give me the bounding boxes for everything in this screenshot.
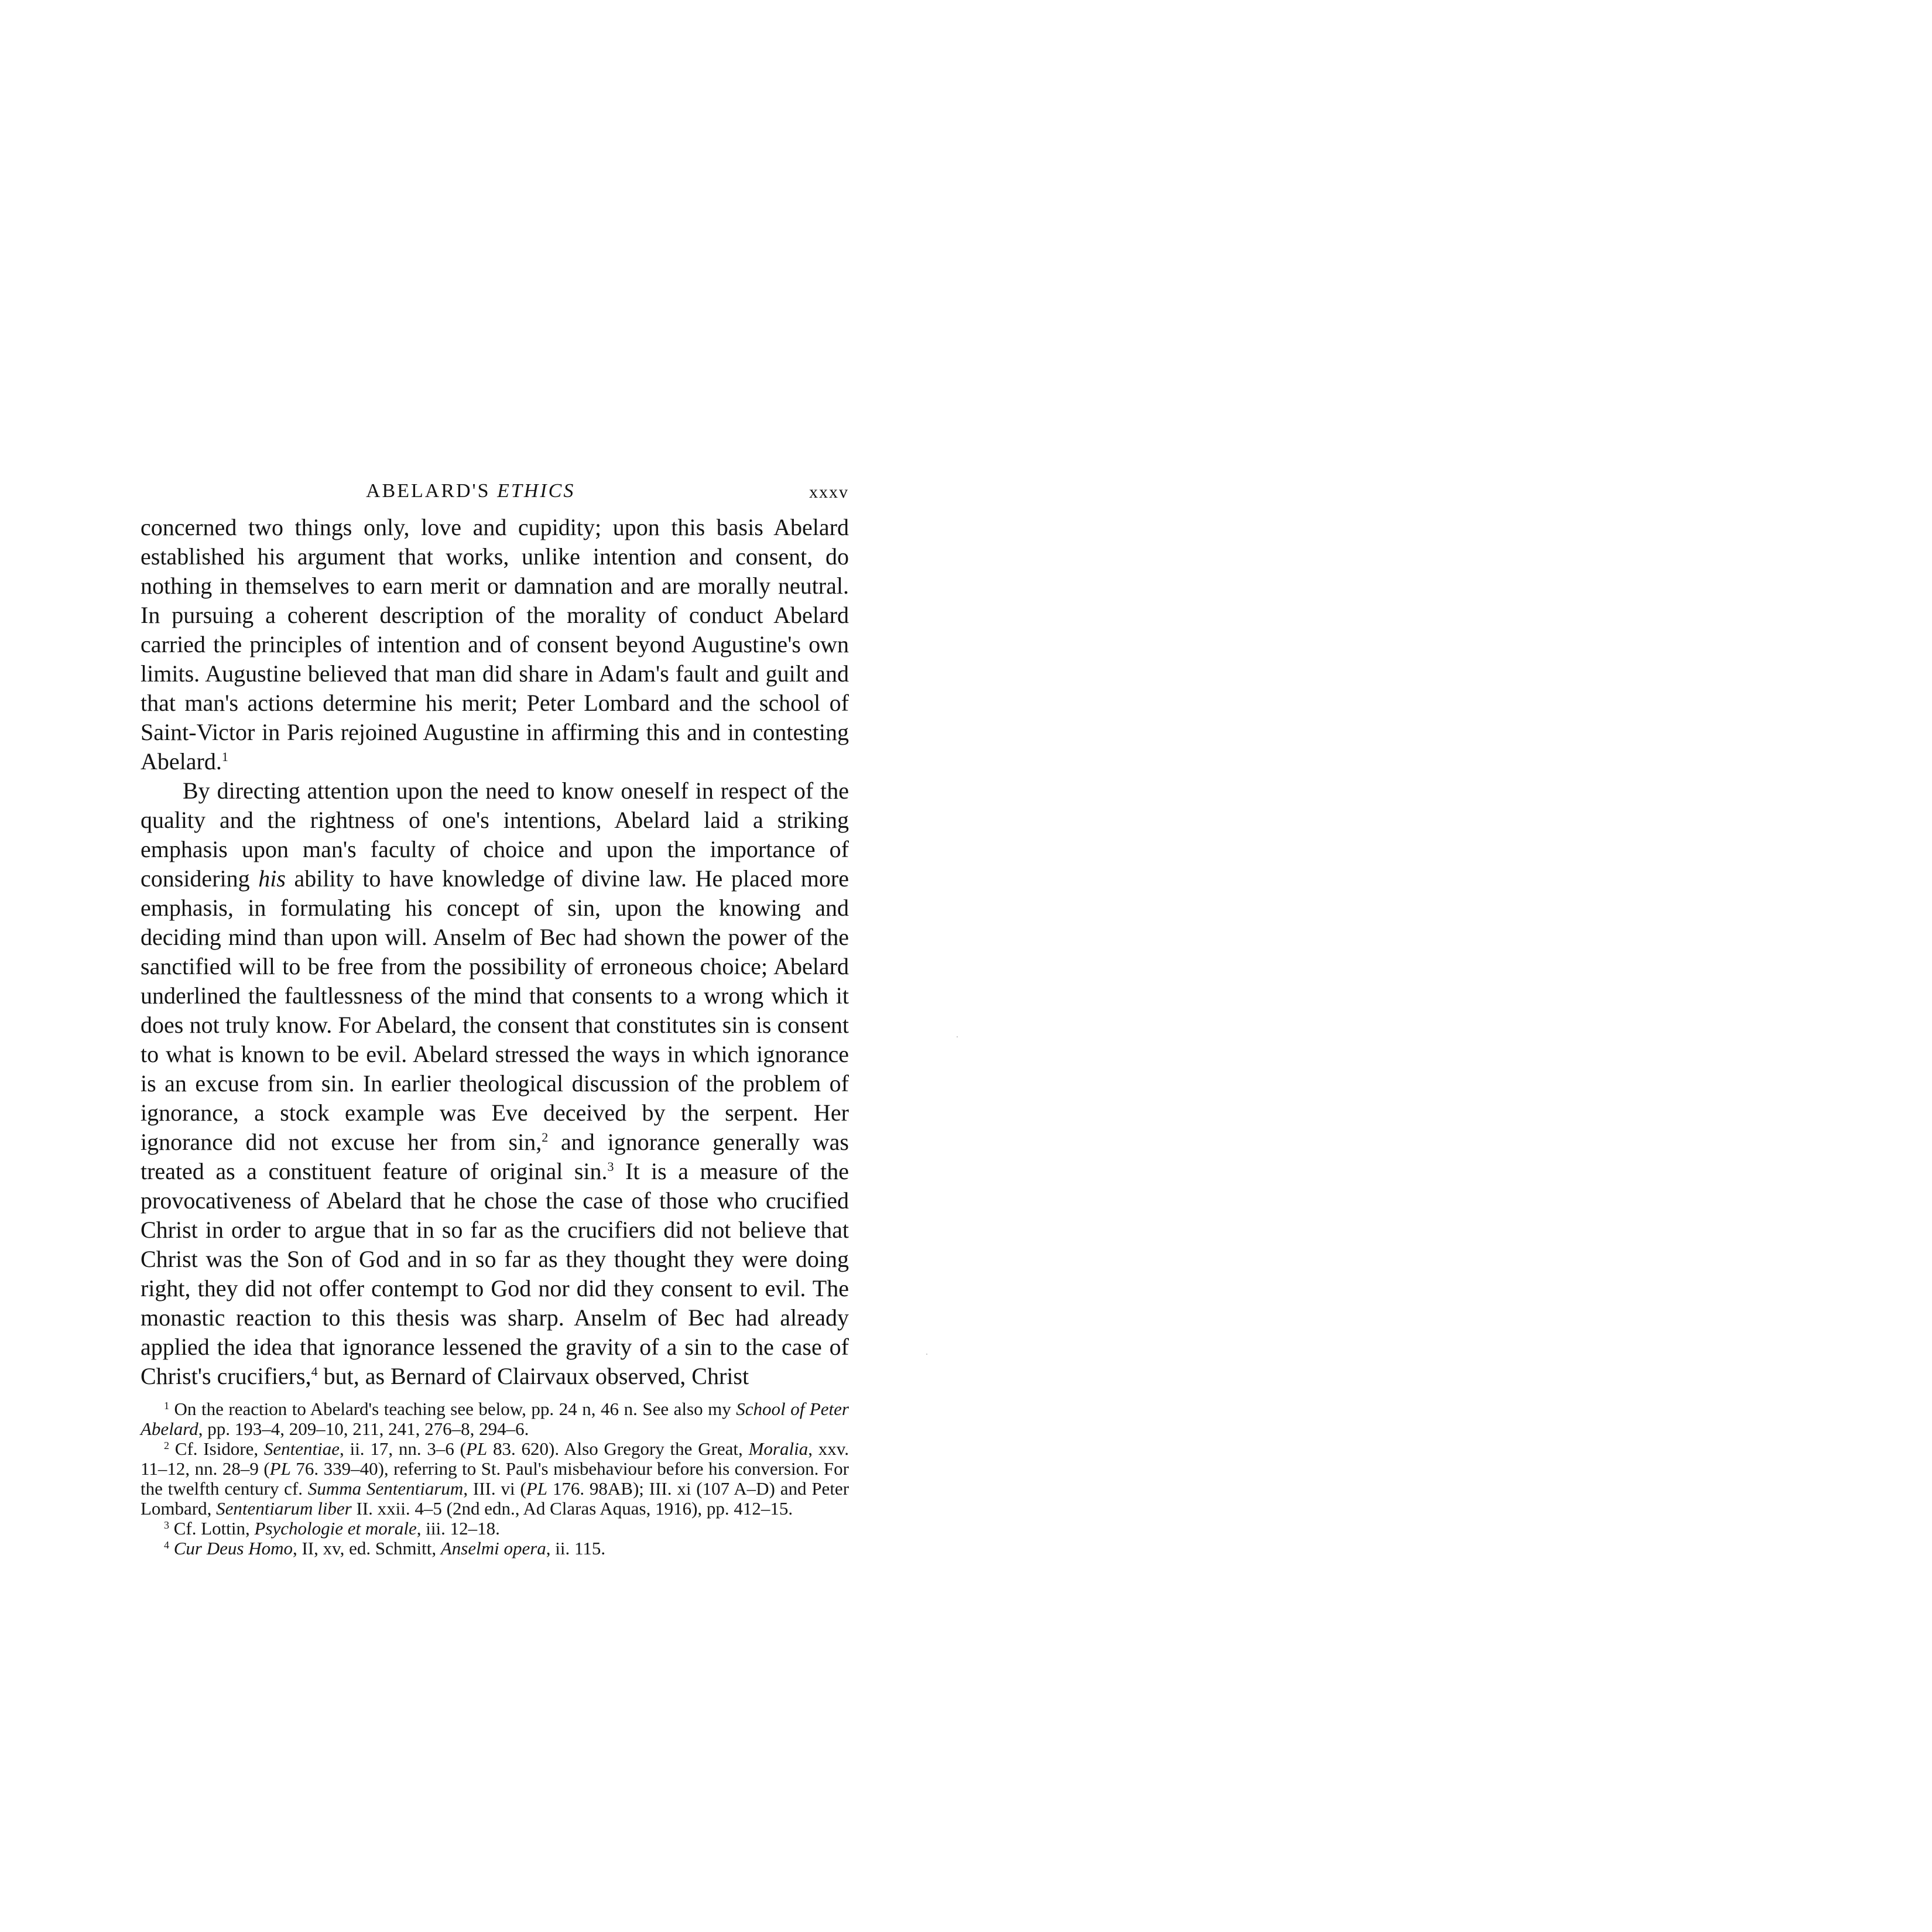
footnote-italic-text: Psychologie et morale	[254, 1518, 417, 1539]
body-footnote-marker: 4	[311, 1364, 318, 1379]
running-title-italic: ETHICS	[497, 480, 576, 502]
footnote-italic-text: School of Peter Abelard	[141, 1399, 849, 1439]
footnote-footnote-marker: 3	[164, 1519, 169, 1531]
footnote-text	[169, 1538, 174, 1558]
footnote-italic-text: Cur Deus Homo	[173, 1538, 293, 1558]
footnote-italic-text: PL	[269, 1458, 291, 1479]
footnote-italic-text: Anselmi opera	[440, 1538, 546, 1558]
footnote-italic-text: Sententiarum liber	[216, 1498, 352, 1519]
footnote-italic-text: PL	[526, 1478, 547, 1499]
footnote-4	[141, 1539, 849, 1558]
footnote-text: Cf. Lottin,	[169, 1518, 255, 1539]
footnote-footnote-marker: 4	[164, 1539, 169, 1551]
footnote-3	[141, 1519, 849, 1539]
footnote-text: II. xxii. 4–5 (2nd edn., Ad Claras Aquas, 1916), pp. 412–15.	[351, 1498, 793, 1519]
scan-speck	[926, 1354, 927, 1355]
footnote-text: , ii. 115.	[546, 1538, 606, 1558]
footnote-text: 176. 98AB); III. xi (107 A–D) and Peter Lombard,	[141, 1478, 849, 1519]
scan-speck	[957, 1036, 958, 1037]
body-italic-text: his	[258, 865, 286, 892]
footnote-footnote-marker: 2	[164, 1440, 169, 1451]
body-footnote-marker: 3	[607, 1159, 614, 1174]
body-text: By directing attention upon the need to know oneself in respect of the quality and the rightness of one's intentions, Abelard laid a striking emphasis upon man's faculty of choice and upon the importance of considering	[141, 777, 849, 892]
footnote-2	[141, 1439, 849, 1519]
page-number: xxxv	[809, 482, 849, 502]
footnote-1	[141, 1399, 849, 1439]
running-head	[141, 480, 849, 513]
body-footnote-marker: 1	[221, 749, 228, 764]
footnote-text: , ii. 17, nn. 3–6 (	[340, 1438, 466, 1459]
book-page	[141, 480, 849, 1558]
footnote-text: , xxv. 11–12, nn. 28–9 (	[141, 1438, 849, 1479]
body-text: concerned two things only, love and cupidity; upon this basis Abelard established his argument that works, unlike intention and consent, do nothing in themselves to earn merit or damnation and are morally neutral. In pursuing a coherent description of the morality of conduct Abelard carried the principles of intention and of consent beyond Augustine's own limits. Augustine believed that man did share in Adam's fault and guilt and that man's actions determine his merit; Peter Lombard and the school of Saint-Victor in Paris rejoined Augustine in affirming this and in contesting Abelard.	[141, 514, 849, 775]
footnote-text: , pp. 193–4, 209–10, 211, 241, 276–8, 294–6.	[198, 1419, 529, 1439]
footnote-text: , iii. 12–18.	[416, 1518, 500, 1539]
body-paragraph-2	[141, 776, 849, 1391]
running-title-prefix: ABELARD'S	[366, 480, 498, 502]
body-text: but, as Bernard of Clairvaux observed, Christ	[317, 1363, 749, 1389]
body-text: and ignorance generally was treated as a constituent feature of original sin.	[141, 1129, 849, 1184]
footnote-text: 76. 339–40), referring to St. Paul's misbehaviour before his conversion. For the twelfth century cf.	[141, 1458, 849, 1499]
footnote-text: , II, xv, ed. Schmitt,	[292, 1538, 441, 1558]
footnote-italic-text: Moralia	[748, 1438, 809, 1459]
footnote-text: Cf. Isidore,	[169, 1438, 264, 1459]
body-text	[141, 513, 849, 1391]
footnote-text: , III. vi (	[463, 1478, 526, 1499]
body-footnote-marker: 2	[542, 1130, 549, 1145]
body-text: ability to have knowledge of divine law. He placed more emphasis, in formulating his concept of sin, upon the knowing and deciding mind than upon will. Anselm of Bec had shown the power of the sanctified will to be free from the possibility of erroneous choice; Abelard underlined the faultlessness of the mind that consents to a wrong which it does not truly know. For Abelard, the consent that constitutes sin is consent to what is known to be evil. Abelard stressed the ways in which ignorance is an excuse from sin. In earlier theological discussion of the problem of ignorance, a stock example was Eve deceived by the serpent. Her ignorance did not excuse her from sin,	[141, 865, 849, 1155]
running-title	[366, 480, 575, 502]
footnotes	[141, 1399, 849, 1558]
footnote-text: On the reaction to Abelard's teaching see below, pp. 24 n, 46 n. See also my	[169, 1399, 737, 1419]
footnote-italic-text: Summa Sententiarum	[307, 1478, 464, 1499]
footnote-italic-text: Sententiae	[263, 1438, 340, 1459]
footnote-italic-text: PL	[466, 1438, 488, 1459]
body-text: It is a measure of the provocativeness of Abelard that he chose the case of those who crucified Christ in order to argue that in so far as the crucifiers did not believe that Christ was the Son of God and in so far as they thought they were doing right, they did not offer contempt to God nor did they consent to evil. The monastic reaction to this thesis was sharp. Anselm of Bec had already applied the idea that ignorance lessened the gravity of a sin to the case of Christ's crucifiers,	[141, 1158, 849, 1389]
footnote-footnote-marker: 1	[164, 1400, 169, 1412]
footnote-text: 83. 620). Also Gregory the Great,	[487, 1438, 749, 1459]
body-paragraph-1	[141, 513, 849, 776]
